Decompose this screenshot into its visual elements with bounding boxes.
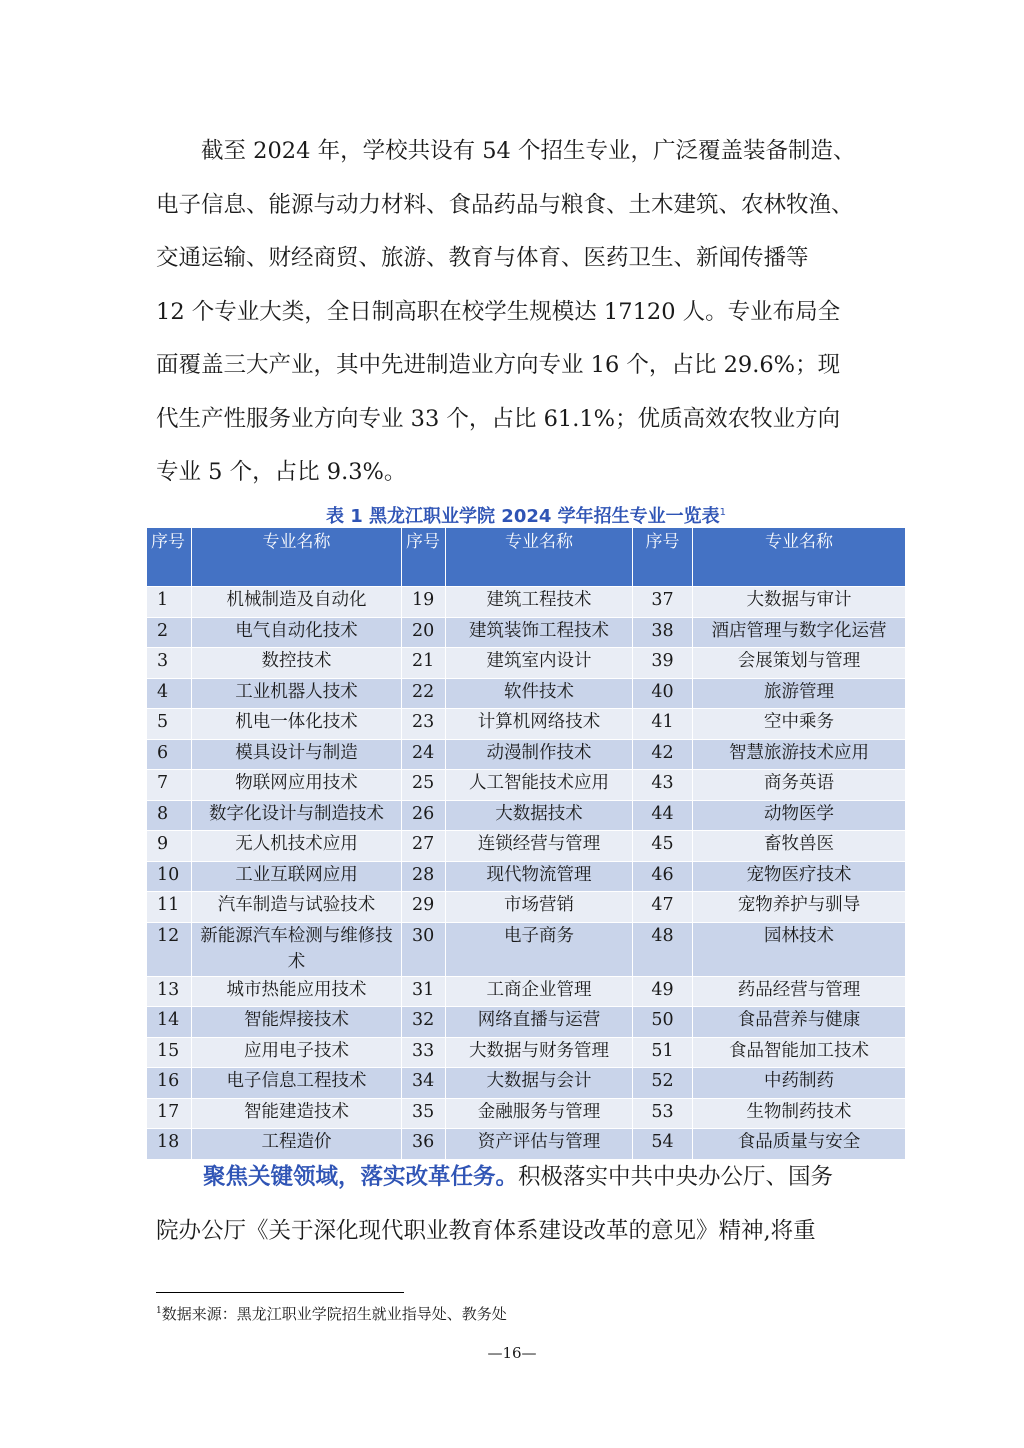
- table-row: [147, 831, 906, 862]
- table-cell-seq: 5: [147, 709, 192, 740]
- table-cell-seq: 48: [633, 922, 693, 976]
- table-cell-major: 现代物流管理: [446, 861, 633, 892]
- table-row: [147, 1068, 906, 1099]
- table-cell-seq: 14: [147, 1007, 192, 1038]
- table-cell-major: 电子商务: [446, 922, 633, 976]
- table-cell-seq: 20: [402, 617, 446, 648]
- table-cell-seq: 2: [147, 617, 192, 648]
- table-header-row: [147, 528, 906, 587]
- header-seq-1: 序号: [147, 528, 192, 587]
- table-cell-major: 智慧旅游技术应用: [693, 739, 906, 770]
- table-cell-seq: 49: [633, 976, 693, 1007]
- table-cell-major: 机械制造及自动化: [192, 587, 402, 618]
- table-cell-seq: 6: [147, 739, 192, 770]
- table-row: [147, 709, 906, 740]
- table-cell-major: 建筑室内设计: [446, 648, 633, 679]
- table-cell-major: 数字化设计与制造技术: [192, 800, 402, 831]
- table-cell-seq: 12: [147, 922, 192, 976]
- table-cell-major: 电气自动化技术: [192, 617, 402, 648]
- table-cell-seq: 8: [147, 800, 192, 831]
- table-cell-seq: 32: [402, 1007, 446, 1038]
- table-cell-seq: 23: [402, 709, 446, 740]
- footnote-divider: [156, 1292, 404, 1293]
- table-cell-major: 大数据与审计: [693, 587, 906, 618]
- table-cell-seq: 10: [147, 861, 192, 892]
- table-cell-major: 计算机网络技术: [446, 709, 633, 740]
- table-cell-major: 汽车制造与试验技术: [192, 892, 402, 923]
- table-cell-seq: 36: [402, 1129, 446, 1160]
- table-cell-major: 食品质量与安全: [693, 1129, 906, 1160]
- table-cell-seq: 25: [402, 770, 446, 801]
- table-cell-major: 动漫制作技术: [446, 739, 633, 770]
- table-row: [147, 892, 906, 923]
- majors-table: [146, 527, 906, 1160]
- page-number: —16—: [487, 1344, 537, 1362]
- table-cell-major: 动物医学: [693, 800, 906, 831]
- table-cell-major: 空中乘务: [693, 709, 906, 740]
- table-cell-seq: 24: [402, 739, 446, 770]
- table-cell-seq: 30: [402, 922, 446, 976]
- table-body: [147, 587, 906, 1160]
- closing-paragraph: [156, 1151, 872, 1258]
- table-cell-major: 资产评估与管理: [446, 1129, 633, 1160]
- footnote-mark: 1: [156, 1306, 162, 1316]
- table-cell-major: 连锁经营与管理: [446, 831, 633, 862]
- table-cell-major: 生物制药技术: [693, 1098, 906, 1129]
- table-cell-seq: 15: [147, 1037, 192, 1068]
- table-cell-major: 园林技术: [693, 922, 906, 976]
- table-cell-major: 工业机器人技术: [192, 678, 402, 709]
- table-cell-seq: 22: [402, 678, 446, 709]
- table-cell-seq: 37: [633, 587, 693, 618]
- table-cell-seq: 18: [147, 1129, 192, 1160]
- table-cell-major: 物联网应用技术: [192, 770, 402, 801]
- table-cell-seq: 33: [402, 1037, 446, 1068]
- table-row: [147, 1037, 906, 1068]
- closing-line-2: 院办公厅《关于深化现代职业教育体系建设改革的意见》精神,将重: [156, 1217, 816, 1244]
- table-cell-seq: 28: [402, 861, 446, 892]
- intro-line-2: 电子信息、能源与动力材料、食品药品与粮食、土木建筑、农林牧渔、: [156, 191, 854, 218]
- table-row: [147, 739, 906, 770]
- table-cell-major: 软件技术: [446, 678, 633, 709]
- table-cell-seq: 1: [147, 587, 192, 618]
- table-cell-major: 畜牧兽医: [693, 831, 906, 862]
- table-cell-seq: 39: [633, 648, 693, 679]
- table-cell-seq: 44: [633, 800, 693, 831]
- table-cell-seq: 21: [402, 648, 446, 679]
- table-cell-major: 食品营养与健康: [693, 1007, 906, 1038]
- table-cell-seq: 46: [633, 861, 693, 892]
- table-cell-major: 工商企业管理: [446, 976, 633, 1007]
- table-cell-seq: 34: [402, 1068, 446, 1099]
- table-cell-seq: 47: [633, 892, 693, 923]
- table-caption-note: 1: [719, 507, 727, 518]
- intro-line-3: 交通运输、财经商贸、旅游、教育与体育、医药卫生、新闻传播等: [156, 245, 809, 271]
- table-cell-major: 模具设计与制造: [192, 739, 402, 770]
- table-caption: [146, 500, 906, 530]
- table-caption-text: 表 1 黑龙江职业学院 2024 学年招生专业一览表: [325, 506, 720, 527]
- table-cell-major: 中药制药: [693, 1068, 906, 1099]
- table-row: [147, 1098, 906, 1129]
- table-cell-seq: 27: [402, 831, 446, 862]
- intro-line-5: 面覆盖三大产业，其中先进制造业方向专业 16 个，占比 29.6%；现: [156, 352, 841, 378]
- footnote: [156, 1300, 507, 1325]
- table-cell-major: 大数据技术: [446, 800, 633, 831]
- header-seq-3: 序号: [633, 528, 693, 587]
- table-cell-seq: 51: [633, 1037, 693, 1068]
- table-row: [147, 976, 906, 1007]
- closing-line-1-rest: 积极落实中共中央办公厅、国务: [518, 1164, 834, 1190]
- intro-line-1: 截至 2024 年，学校共设有 54 个招生专业，广泛覆盖装备制造、: [201, 138, 856, 164]
- table-cell-major: 宠物养护与驯导: [693, 892, 906, 923]
- header-name-3: 专业名称: [693, 528, 906, 587]
- table-cell-seq: 19: [402, 587, 446, 618]
- table-cell-major: 新能源汽车检测与维修技术: [192, 922, 402, 976]
- table-cell-seq: 11: [147, 892, 192, 923]
- table-cell-seq: 9: [147, 831, 192, 862]
- table-cell-seq: 53: [633, 1098, 693, 1129]
- table-cell-major: 市场营销: [446, 892, 633, 923]
- footnote-text: 数据来源：黑龙江职业学院招生就业指导处、教务处: [161, 1305, 507, 1323]
- table-cell-major: 城市热能应用技术: [192, 976, 402, 1007]
- table-cell-seq: 40: [633, 678, 693, 709]
- table-cell-major: 智能建造技术: [192, 1098, 402, 1129]
- table-cell-seq: 7: [147, 770, 192, 801]
- table-cell-major: 商务英语: [693, 770, 906, 801]
- header-name-1: 专业名称: [192, 528, 402, 587]
- table-cell-major: 大数据与财务管理: [446, 1037, 633, 1068]
- table-cell-major: 建筑装饰工程技术: [446, 617, 633, 648]
- table-cell-major: 大数据与会计: [446, 1068, 633, 1099]
- table-cell-seq: 16: [147, 1068, 192, 1099]
- intro-line-4: 12 个专业大类，全日制高职在校学生规模达 17120 人。专业布局全: [156, 298, 841, 325]
- table-cell-major: 工程造价: [192, 1129, 402, 1160]
- table-cell-major: 会展策划与管理: [693, 648, 906, 679]
- intro-line-6: 代生产性服务业方向专业 33 个，占比 61.1%；优质高效农牧业方向: [156, 405, 841, 432]
- table-row: [147, 861, 906, 892]
- table-cell-major: 建筑工程技术: [446, 587, 633, 618]
- table-cell-major: 食品智能加工技术: [693, 1037, 906, 1068]
- table-cell-seq: 54: [633, 1129, 693, 1160]
- table-cell-major: 宠物医疗技术: [693, 861, 906, 892]
- table-cell-seq: 26: [402, 800, 446, 831]
- closing-lead: 聚焦关键领域，落实改革任务。: [203, 1164, 519, 1190]
- header-name-2: 专业名称: [446, 528, 633, 587]
- table-cell-major: 旅游管理: [693, 678, 906, 709]
- table-cell-seq: 17: [147, 1098, 192, 1129]
- table-cell-major: 机电一体化技术: [192, 709, 402, 740]
- table-row: [147, 770, 906, 801]
- table-cell-major: 工业互联网应用: [192, 861, 402, 892]
- table-cell-major: 智能焊接技术: [192, 1007, 402, 1038]
- table-cell-seq: 4: [147, 678, 192, 709]
- table-cell-seq: 13: [147, 976, 192, 1007]
- table-cell-seq: 42: [633, 739, 693, 770]
- table-cell-major: 电子信息工程技术: [192, 1068, 402, 1099]
- table-cell-seq: 29: [402, 892, 446, 923]
- table-row: [147, 800, 906, 831]
- table-cell-seq: 52: [633, 1068, 693, 1099]
- table-cell-major: 药品经营与管理: [693, 976, 906, 1007]
- table-cell-seq: 41: [633, 709, 693, 740]
- intro-line-7: 专业 5 个，占比 9.3%。: [156, 459, 407, 485]
- table-row: [147, 648, 906, 679]
- closing-line-1: [156, 1151, 872, 1205]
- intro-paragraph: [156, 125, 872, 500]
- table-row: [147, 1007, 906, 1038]
- table-cell-major: 人工智能技术应用: [446, 770, 633, 801]
- table-cell-seq: 50: [633, 1007, 693, 1038]
- table-cell-major: 数控技术: [192, 648, 402, 679]
- table-cell-seq: 38: [633, 617, 693, 648]
- table-row: [147, 617, 906, 648]
- table-cell-seq: 3: [147, 648, 192, 679]
- table-cell-major: 应用电子技术: [192, 1037, 402, 1068]
- table-cell-major: 无人机技术应用: [192, 831, 402, 862]
- table-cell-seq: 45: [633, 831, 693, 862]
- table-cell-major: 网络直播与运营: [446, 1007, 633, 1038]
- table-row: [147, 922, 906, 976]
- table-row: [147, 678, 906, 709]
- table-cell-seq: 43: [633, 770, 693, 801]
- table-cell-seq: 35: [402, 1098, 446, 1129]
- table-cell-major: 酒店管理与数字化运营: [693, 617, 906, 648]
- table-cell-major: 金融服务与管理: [446, 1098, 633, 1129]
- table-cell-seq: 31: [402, 976, 446, 1007]
- header-seq-2: 序号: [402, 528, 446, 587]
- table-row: [147, 587, 906, 618]
